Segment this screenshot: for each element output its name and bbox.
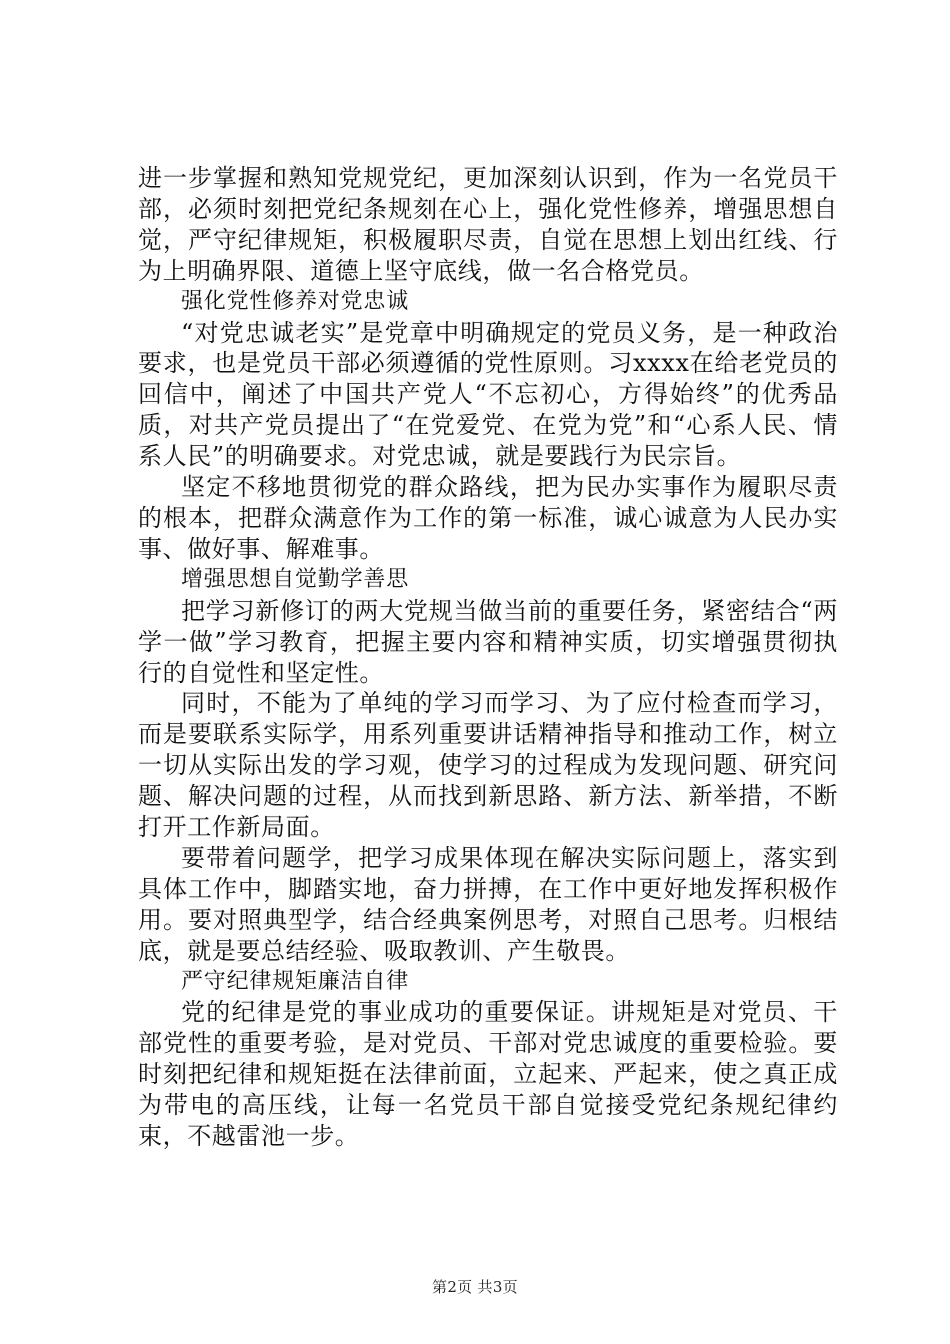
paragraph-study-practice: 同时，不能为了单纯的学习而学习、为了应付检查而学习，而是要联系实际学，用系列重要讲话精神指导和推动工作，树立一切从实际出发的学习观，使学习的过程成为发现问题、研究问题、解决问题的过程，从而找到新思路、新方法、新举措，不断打开工作新局面。 xyxy=(138,689,838,842)
section-heading-study: 增强思想自觉勤学善思 xyxy=(181,566,410,592)
section-heading-discipline: 严守纪律规矩廉洁自律 xyxy=(181,968,410,994)
paragraph-study-problems: 要带着问题学，把学习成果体现在解决实际问题上，落实到具体工作中，脚踏实地，奋力拼搏，在工作中更好地发挥积极作用。要对照典型学，结合经典案例思考，对照自己思考。归根结底，就是要总结经验、吸取教训、产生敬畏。 xyxy=(138,843,838,965)
paragraph-intro: 进一步掌握和熟知党规党纪，更加深刻认识到，作为一名党员干部，必须时刻把党纪条规刻在心上，强化党性修养，增强思想自觉，严守纪律规矩，积极履职尽责，自觉在思想上划出红线、行为上明确界限、道德上坚守底线，做一名合格党员。 xyxy=(138,164,838,285)
paragraph-discipline: 党的纪律是党的事业成功的重要保证。讲规矩是对党员、干部党性的重要考验，是对党员、干部对党忠诚度的重要检验。要时刻把纪律和规矩挺在法律前面，立起来、严起来，使之真正成为带电的高压线，让每一名党员干部自觉接受党纪条规纪律约束，不越雷池一步。 xyxy=(138,998,838,1151)
paragraph-mass-line: 坚定不移地贯彻党的群众路线，把为民办实事作为履职尽责的根本，把群众满意作为工作的第一标准，诚心诚意为人民办实事、做好事、解难事。 xyxy=(138,473,838,563)
page-number: 第2页 共3页 xyxy=(432,1278,518,1296)
section-heading-loyalty: 强化党性修养对党忠诚 xyxy=(181,288,410,314)
document-body xyxy=(138,163,838,1152)
paragraph-study-task: 把学习新修订的两大党规当做当前的重要任务，紧密结合“两学一做”学习教育，把握主要内容和精神实质，切实增强贯彻执行的自觉性和坚定性。 xyxy=(138,596,838,687)
page-footer xyxy=(0,1276,950,1297)
paragraph-loyalty: “对党忠诚老实”是党章中明确规定的党员义务，是一种政治要求，也是党员干部必须遵循的党性原则。习xxxx在给老党员的回信中，阐述了中国共产党人“不忘初心，方得始终”的优秀品质，对共产党员提出了“在党爱党、在党为党”和“心系人民、情系人民”的明确要求。对党忠诚，就是要践行为民宗旨。 xyxy=(138,318,838,471)
